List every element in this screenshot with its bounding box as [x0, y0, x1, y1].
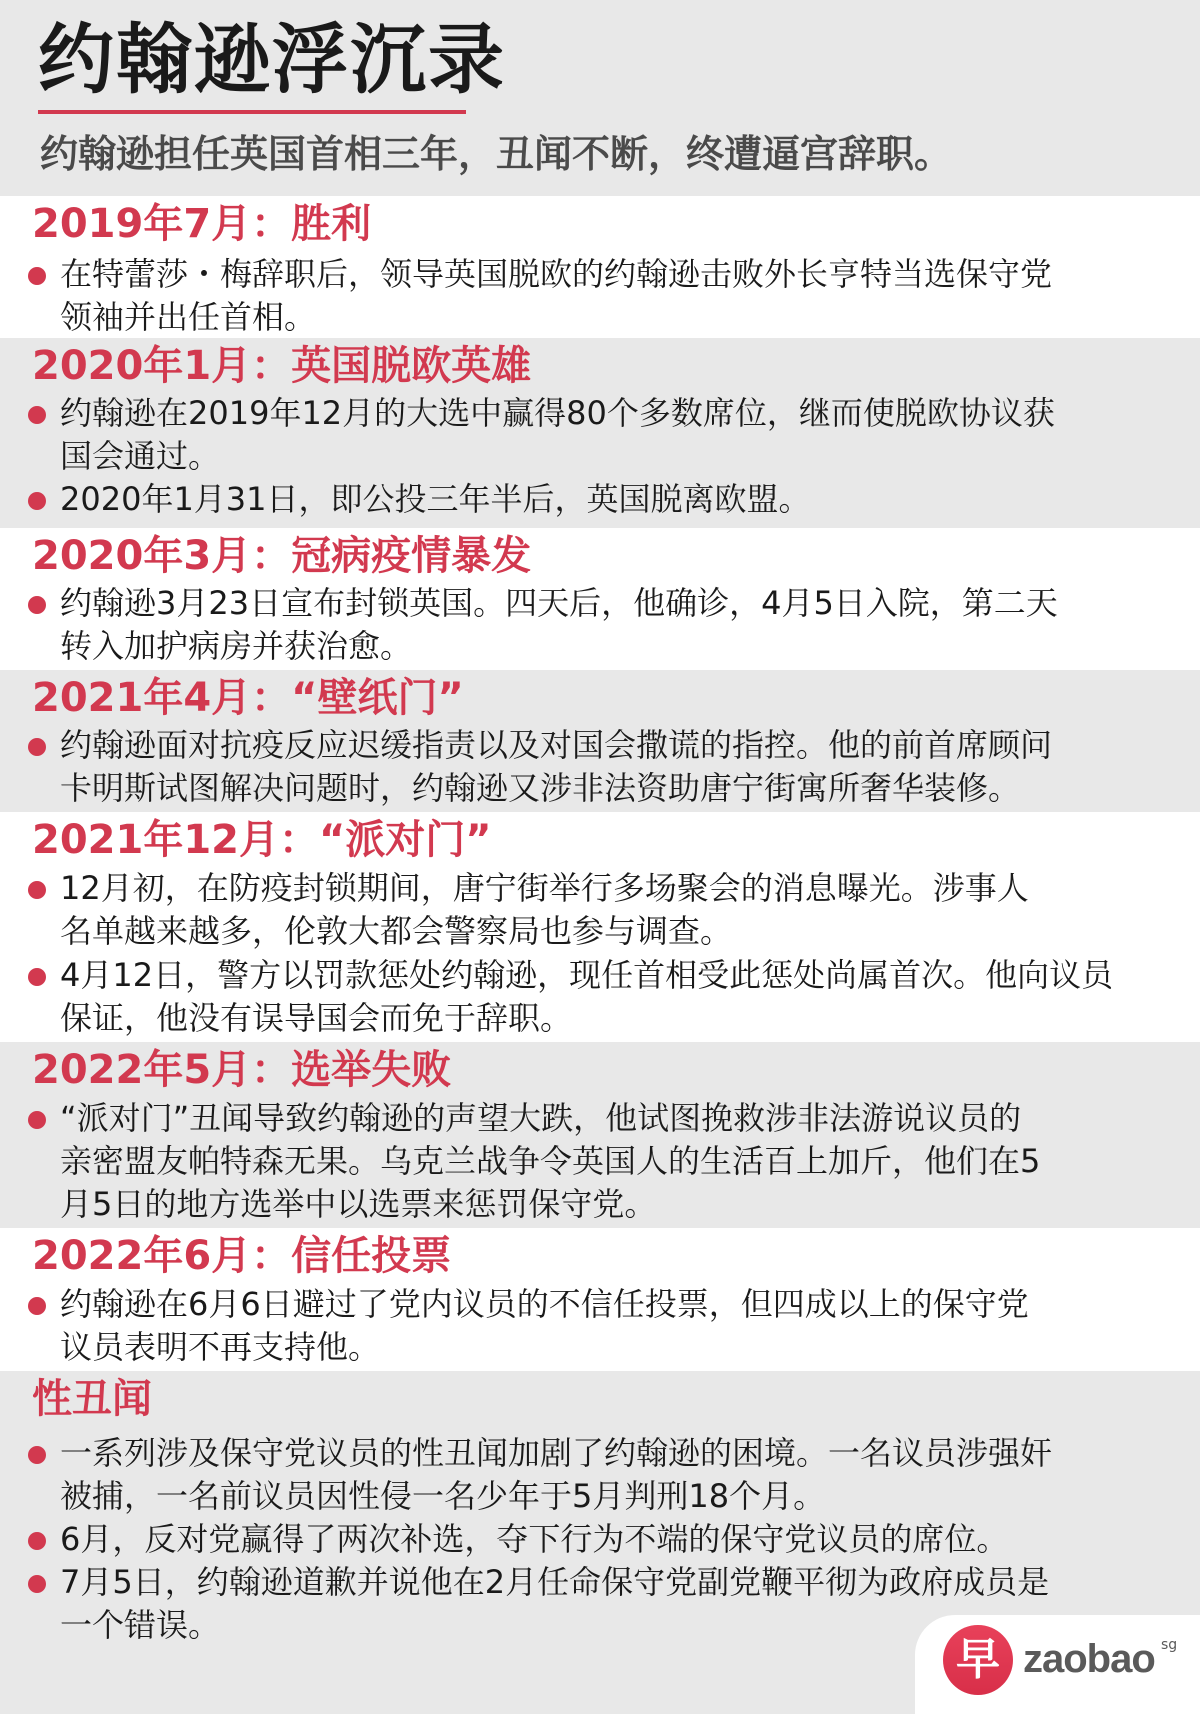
bullet-line: 卡明斯试图解决问题时，约翰逊又涉非法资助唐宁街寓所奢华装修。 [60, 769, 1021, 807]
bullet-line: 领袖并出任首相。 [60, 298, 317, 336]
bullet-dot-icon [28, 1446, 46, 1464]
logo-suffix: sg [1161, 1637, 1178, 1653]
section-2020-01 [0, 338, 1200, 528]
section-title: 2019年7月：胜利 [32, 201, 372, 247]
section-title: 2020年1月：英国脱欧英雄 [32, 343, 532, 389]
bullet-dot-icon [28, 1532, 46, 1550]
bullet-line: 一个错误。 [60, 1606, 221, 1644]
bullet-dot-icon [28, 492, 46, 510]
bullet-dot-icon [28, 1111, 46, 1129]
section-title: 2020年3月：冠病疫情暴发 [32, 533, 532, 579]
bullet-line: 在特蕾莎・梅辞职后，领导英国脱欧的约翰逊击败外长亨特当选保守党 [60, 255, 1053, 293]
logo-wordmark: zaobao [1023, 1637, 1155, 1681]
bullet-line: 4月12日，警方以罚款惩处约翰逊，现任首相受此惩处尚属首次。他向议员 [60, 956, 1114, 994]
bullet-line: 亲密盟友帕特森无果。乌克兰战争令英国人的生活百上加斤，他们在5 [60, 1142, 1041, 1180]
section-title: 性丑闻 [32, 1376, 152, 1422]
header [0, 0, 1200, 196]
bullet-line: 约翰逊面对抗疫反应迟缓指责以及对国会撒谎的指控。他的前首席顾问 [60, 726, 1053, 764]
bullet-dot-icon [28, 267, 46, 285]
section-2020-03 [0, 528, 1200, 670]
zaobao-logo [915, 1615, 1200, 1714]
bullet-dot-icon [28, 1297, 46, 1315]
bullet-line: 约翰逊3月23日宣布封锁英国。四天后，他确诊，4月5日入院，第二天 [60, 584, 1058, 622]
bullet-dot-icon [28, 881, 46, 899]
bullet-line: 2020年1月31日，即公投三年半后，英国脱离欧盟。 [60, 480, 811, 518]
bullet-line: 6月，反对党赢得了两次补选，夺下行为不端的保守党议员的席位。 [60, 1520, 1009, 1558]
bullet-dot-icon [28, 596, 46, 614]
bullet-line: 约翰逊在6月6日避过了党内议员的不信任投票，但四成以上的保守党 [60, 1285, 1029, 1323]
section-title: 2022年6月：信任投票 [32, 1233, 452, 1279]
bullet-line: 约翰逊在2019年12月的大选中赢得80个多数席位，继而使脱欧协议获 [60, 394, 1055, 432]
bullet-line: 被捕，一名前议员因性侵一名少年于5月判刑18个月。 [60, 1477, 826, 1515]
section-title: 2021年12月：“派对门” [32, 817, 492, 863]
bullet-line: 国会通过。 [60, 437, 221, 475]
bullet-line: 保证，他没有误导国会而免于辞职。 [60, 999, 573, 1037]
bullet-line: 12月初，在防疫封锁期间，唐宁街举行多场聚会的消息曝光。涉事人 [60, 869, 1029, 907]
section-title: 2021年4月：“壁纸门” [32, 675, 464, 721]
section-2021-04 [0, 670, 1200, 812]
bullet-line: 议员表明不再支持他。 [60, 1328, 381, 1366]
section-2022-05 [0, 1042, 1200, 1228]
bullet-dot-icon [28, 968, 46, 986]
section-title: 2022年5月：选举失败 [32, 1047, 452, 1093]
bullet-line: 名单越来越多，伦敦大都会警察局也参与调查。 [60, 912, 733, 950]
bullet-dot-icon [28, 738, 46, 756]
bullet-dot-icon [28, 1575, 46, 1593]
bullet-line: 一系列涉及保守党议员的性丑闻加剧了约翰逊的困境。一名议员涉强奸 [60, 1434, 1053, 1472]
page-subtitle: 约翰逊担任英国首相三年，丑闻不断，终遭逼宫辞职。 [40, 132, 953, 176]
section-2019-07 [0, 196, 1200, 338]
title-underline [38, 110, 466, 114]
zaobao-logo-icon: 早 [943, 1625, 1013, 1695]
section-2022-06 [0, 1228, 1200, 1371]
bullet-dot-icon [28, 406, 46, 424]
bullet-line: 转入加护病房并获治愈。 [60, 627, 413, 665]
page-title: 约翰逊浮沉录 [38, 15, 506, 104]
bullet-line: “派对门”丑闻导致约翰逊的声望大跌，他试图挽救涉非法游说议员的 [60, 1099, 1022, 1137]
bullet-line: 月5日的地方选举中以选票来惩罚保守党。 [60, 1185, 657, 1223]
section-2021-12 [0, 812, 1200, 1042]
bullet-line: 7月5日，约翰逊道歉并说他在2月任命保守党副党鞭平彻为政府成员是 [60, 1563, 1050, 1601]
